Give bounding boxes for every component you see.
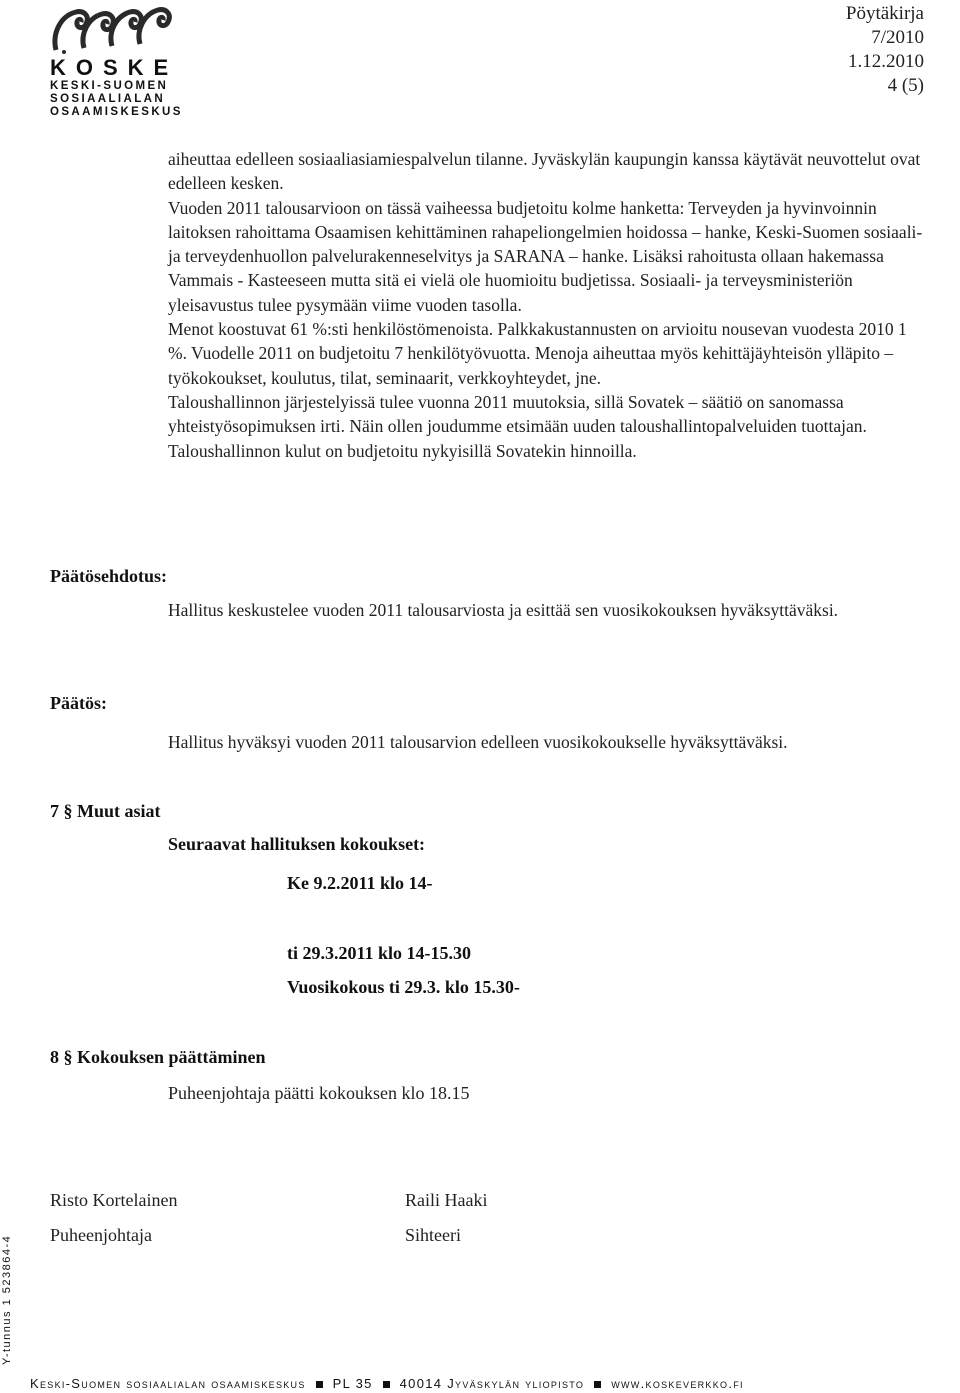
koske-logo [50,4,190,119]
meetings-subheading: Seuraavat hallituksen kokoukset: [168,834,426,854]
doc-date: 1.12.2010 [848,51,924,72]
footer-po-box: PL 35 [332,1376,373,1391]
square-separator-icon [594,1381,601,1388]
logo-line2: SOSIAALIALAN [50,93,166,105]
decision-text: Hallitus hyväksyi vuoden 2011 talousarvion edelleen vuosikokoukselle hyväksyttäväksi. [168,732,788,752]
signature-name: Raili Haaki [405,1190,488,1210]
paragraph: Taloushallinnon järjestelyissä tulee vuonna 2011 muutoksia, sillä Sovatek – säätiö on sanomassa yhteistyösopimuksen irti. Näin ollen joudumme etsimään uuden taloushallintopalveluiden tuottajan. Taloushallinnon kulut on budjetoitu nykyisillä Sovatekin hinnoilla. [168,391,867,461]
meeting-item: ti 29.3.2011 klo 14-15.30 [287,943,472,963]
closing-text: Puheenjohtaja päätti kokouksen klo 18.15 [168,1083,470,1103]
signature-name: Risto Kortelainen [50,1190,178,1210]
logo-emblem [50,4,182,54]
page-number: 4 (5) [887,75,924,96]
footer-address: 40014 Jyväskylän yliopisto [399,1376,585,1391]
signature-role: Puheenjohtaja [50,1225,152,1245]
square-separator-icon [316,1381,323,1388]
meeting-item: Vuosikokous ti 29.3. klo 15.30- [287,977,520,997]
business-id-vertical [0,1215,14,1365]
decision-label: Päätös: [50,693,107,713]
page-footer [30,1376,950,1391]
section-8-heading: 8 § Kokouksen päättäminen [50,1047,266,1067]
business-id: Y-tunnus 1 523864-4 [1,1234,13,1365]
meeting-item: Ke 9.2.2011 klo 14- [287,873,433,893]
logo-name: KOSKE [50,55,179,80]
paragraph: Vuoden 2011 talousarvioon on tässä vaiheessa budjetoitu kolme hanketta: Terveyden ja hyvinvoinnin laitoksen rahoittama Osaamisen kehittäminen rahapeliongelmien hoidossa – hanke, Keski-Suomen sosiaali- ja terveydenhuollon palvelurakenneselvitys ja SARANA – hanke. Lisäksi rahoitusta ollaan hakemassa Vammais - Kasteeseen mutta sitä ei vielä ole huomioitu budjetissa. Sosiaali- ja terveysministeriön yleisavustus tulee pysymään viime vuoden tasolla. [168,197,923,315]
footer-web: www.koskeverkko.fi [611,1376,744,1391]
doc-number: 7/2010 [871,27,924,48]
paragraph: aiheuttaa edelleen sosiaaliasiamiespalvelun tilanne. Jyväskylän kaupungin kanssa käytävät neuvottelut ovat edelleen kesken. [168,149,921,194]
paragraph: Menot koostuvat 61 %:sti henkilöstömenoista. Palkkakustannusten on arvioitu nousevan vuodesta 2010 1 %. Vuodelle 2011 on budjetoitu 7 henkilötyövuotta. Menoja aiheuttaa myös kehittäjäyhteisön ylläpito – työkokoukset, koulutus, tilat, seminaarit, verkkoyhteydet, jne. [168,319,907,388]
signature-role: Sihteeri [405,1225,461,1245]
proposal-text: Hallitus keskustelee vuoden 2011 talousarviosta ja esittää sen vuosikokouksen hyväksyttäväksi. [168,600,839,620]
footer-org: Keski-Suomen sosiaalialan osaamiskeskus [30,1376,306,1391]
square-separator-icon [383,1381,390,1388]
budget-text [168,147,928,463]
proposal-label: Päätösehdotus: [50,566,168,586]
logo-line1: KESKI-SUOMEN [50,80,169,92]
logo-line3: OSAAMISKESKUS [50,106,183,118]
document-header [846,2,924,98]
doc-type: Pöytäkirja [845,3,924,24]
section-7-heading: 7 § Muut asiat [50,801,161,821]
